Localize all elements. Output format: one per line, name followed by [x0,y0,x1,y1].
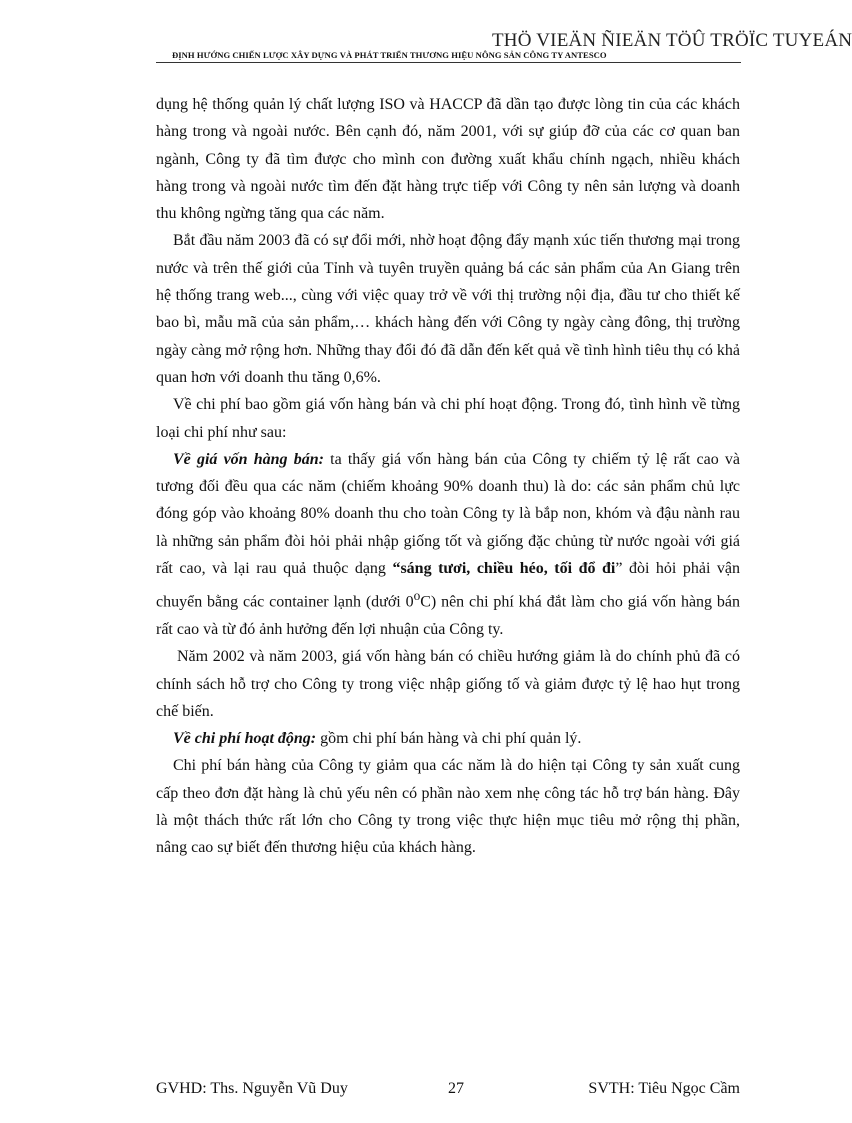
footer-advisor: GVHD: Ths. Nguyễn Vũ Duy [156,1080,348,1097]
page-footer [156,1080,740,1102]
section-lead-cost-of-goods: Về giá vốn hàng bán: [173,450,324,468]
document-body [156,91,740,862]
degree-superscript: o [413,588,421,604]
header-divider [156,62,741,63]
running-header: ĐỊNH HƯỚNG CHIẾN LƯỢC XÂY DỰNG VÀ PHÁT TRIỂN THƯƠNG HIỆU NÔNG SẢN CÔNG TY ANTESCO [172,50,607,60]
paragraph: dụng hệ thống quản lý chất lượng ISO và HACCP đã dần tạo được lòng tin của các khách hàng trong và ngoài nước. Bên cạnh đó, năm 2001, với sự giúp đỡ của các cơ quan ban ngành, Công ty đã tìm được cho mình con đường xuất khẩu chính ngạch, nhiều khách hàng trong và ngoài nước tìm đến đặt hàng trực tiếp với Công ty nên sản lượng và doanh thu không ngừng tăng qua các năm. [156,96,740,223]
emphasis-text: “sáng tươi, chiều héo, tối đổ đi [392,560,616,578]
paragraph: Bắt đầu năm 2003 đã có sự đổi mới, nhờ hoạt động đẩy mạnh xúc tiến thương mại trong nước và trên thế giới của Tỉnh và tuyên truyền quảng bá các sản phẩm của An Giang trên hệ thống trang web..., cùng với việc quay trở về với thị trường nội địa, đầu tư cho thiết kế bao bì, mẫu mã của sản phẩm,… khách hàng đến với Công ty ngày càng đông, thị trường ngày càng mở rộng hơn. Những thay đổi đó đã dẫn đến kết quả về tình hình tiêu thụ có khả quan hơn với doanh thu tăng 0,6%. [156,232,740,386]
paragraph-text: ” đòi hỏi phải vận chuyển bằng các container lạnh (dưới 0 [156,560,741,611]
watermark-text: THÖ VIEÄN ÑIEÄN TÖÛ TRÖÏC TUYEÁN [492,30,852,51]
paragraph: Năm 2002 và năm 2003, giá vốn hàng bán có chiều hướng giảm là do chính phủ đã có chính sách hỗ trợ cho Công ty trong việc nhập giống tố và giảm được tỷ lệ hao hụt trong chế biến. [156,648,740,720]
footer-student: SVTH: Tiêu Ngọc Cầm [588,1080,740,1097]
paragraph: Chi phí bán hàng của Công ty giảm qua các năm là do hiện tại Công ty sản xuất cung cấp theo đơn đặt hàng là chủ yếu nên có phần nào xem nhẹ công tác hỗ trợ bán hàng. Đây là một thách thức rất lớn cho Công ty trong việc thực hiện mục tiêu mở rộng thị phần, nâng cao sự biết đến thương hiệu của khách hàng. [156,757,740,857]
section-lead-operating-cost: Về chi phí hoạt động: [173,730,317,748]
paragraph: Về chi phí bao gồm giá vốn hàng bán và chi phí hoạt động. Trong đó, tình hình về từng loại chi phí như sau: [156,396,740,441]
paragraph-text: ta thấy giá vốn hàng bán của Công ty chiếm tỷ lệ rất cao và tương đối đều qua các năm (chiếm khoảng 90% doanh thu) là do: các sản phẩm chủ lực đóng góp vào khoảng 80% doanh thu cho toàn Công ty là bắp non, khóm và đậu nành rau là những sản phẩm đòi hỏi phải nhập giống tốt và giống đặc chủng từ nước ngoài với giá rất cao, và lại rau quả thuộc dạng [156,450,740,578]
page-number: 27 [448,1080,464,1097]
paragraph-text: C) nên chi phí khá đắt làm cho giá vốn hàng bán rất cao và từ đó ảnh hưởng đến lợi nhuận của Công ty. [156,593,740,638]
paragraph-text: gồm chi phí bán hàng và chi phí quản lý. [316,730,582,748]
paragraph-operating-cost [156,725,740,752]
paragraph-cost-of-goods [156,446,740,643]
